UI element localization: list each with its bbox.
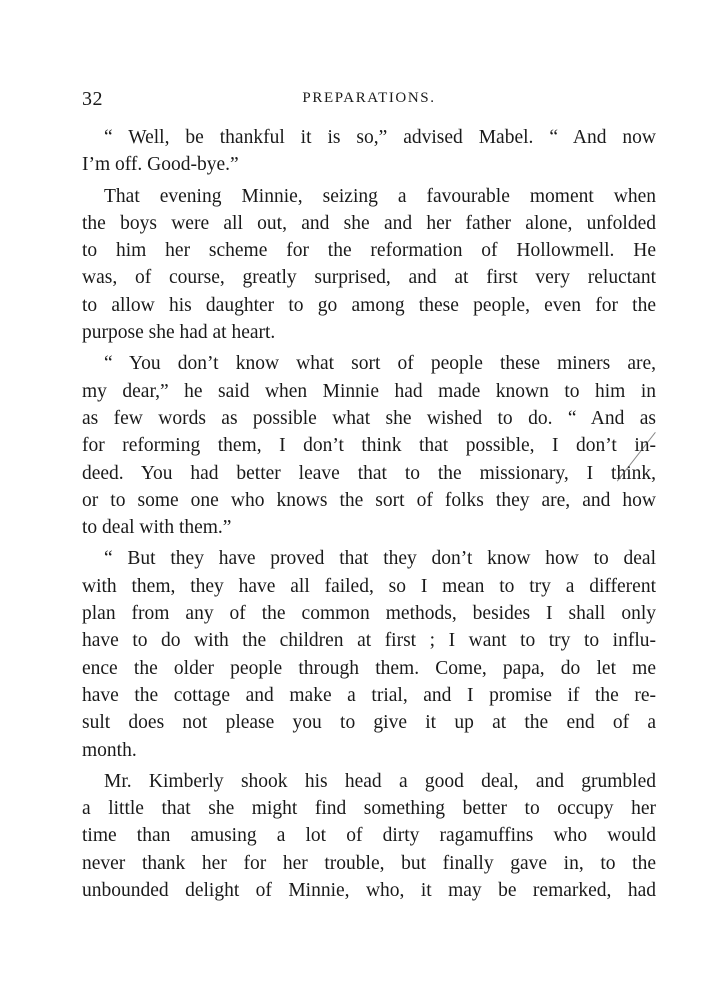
text-line: month. xyxy=(82,739,137,761)
text-line: my dear,” he said when Minnie had made known to him in xyxy=(82,380,656,402)
text-line: I’m off. Good-bye.” xyxy=(82,154,239,176)
paragraph xyxy=(82,124,656,179)
text-line: deed. You had better leave that to the missionary, I think, xyxy=(82,462,656,484)
text-line: with them, they have all failed, so I mean to try a different xyxy=(82,575,656,597)
page-header xyxy=(82,88,656,124)
text-line: was, of course, greatly surprised, and at first very reluctant xyxy=(82,267,656,289)
text-line: sult does not please you to give it up at the end of a xyxy=(82,712,656,734)
paragraph xyxy=(82,183,656,347)
text-line: ence the older people through them. Come, papa, do let me xyxy=(82,657,656,679)
text-line: purpose she had at heart. xyxy=(82,322,276,344)
text-line: or to some one who knows the sort of folks they are, and how xyxy=(82,489,656,511)
paragraph xyxy=(82,768,656,904)
text-line: time than amusing a lot of dirty ragamuffins who would xyxy=(82,825,656,847)
text-line: as few words as possible what she wished to do. “ And as xyxy=(82,407,656,429)
text-line: to allow his daughter to go among these people, even for the xyxy=(82,294,656,316)
paragraph xyxy=(82,350,656,541)
text-line: That evening Minnie, seizing a favourable moment when xyxy=(104,185,656,207)
text-line: “ Well, be thankful it is so,” advised Mabel. “ And now xyxy=(104,127,656,148)
text-line: to deal with them.” xyxy=(82,517,232,539)
text-line: “ But they have proved that they don’t know how to deal xyxy=(104,548,656,570)
text-line: have the cottage and make a trial, and I promise if the re- xyxy=(82,684,656,706)
text-line: plan from any of the common methods, besides I shall only xyxy=(82,603,656,625)
text-line: to him her scheme for the reformation of Hollowmell. He xyxy=(82,240,656,262)
page-number: 32 xyxy=(82,88,103,110)
paragraph xyxy=(82,545,656,763)
text-line: unbounded delight of Minnie, who, it may be remarked, had xyxy=(82,880,656,902)
text-line: for reforming them, I don’t think that possible, I don’t in- xyxy=(82,435,656,457)
text-line: never thank her for her trouble, but finally gave in, to the xyxy=(82,852,656,874)
text-line: a little that she might find something better to occupy her xyxy=(82,798,656,820)
text-line: Mr. Kimberly shook his head a good deal, and grumbled xyxy=(104,770,656,792)
running-head: PREPARATIONS. xyxy=(302,90,436,106)
book-page xyxy=(82,88,656,904)
text-line: the boys were all out, and she and her father alone, unfolded xyxy=(82,212,656,234)
text-line: “ You don’t know what sort of people these miners are, xyxy=(104,353,656,375)
text-line: have to do with the children at first ; I want to try to influ- xyxy=(82,630,656,652)
body-text xyxy=(82,124,656,904)
